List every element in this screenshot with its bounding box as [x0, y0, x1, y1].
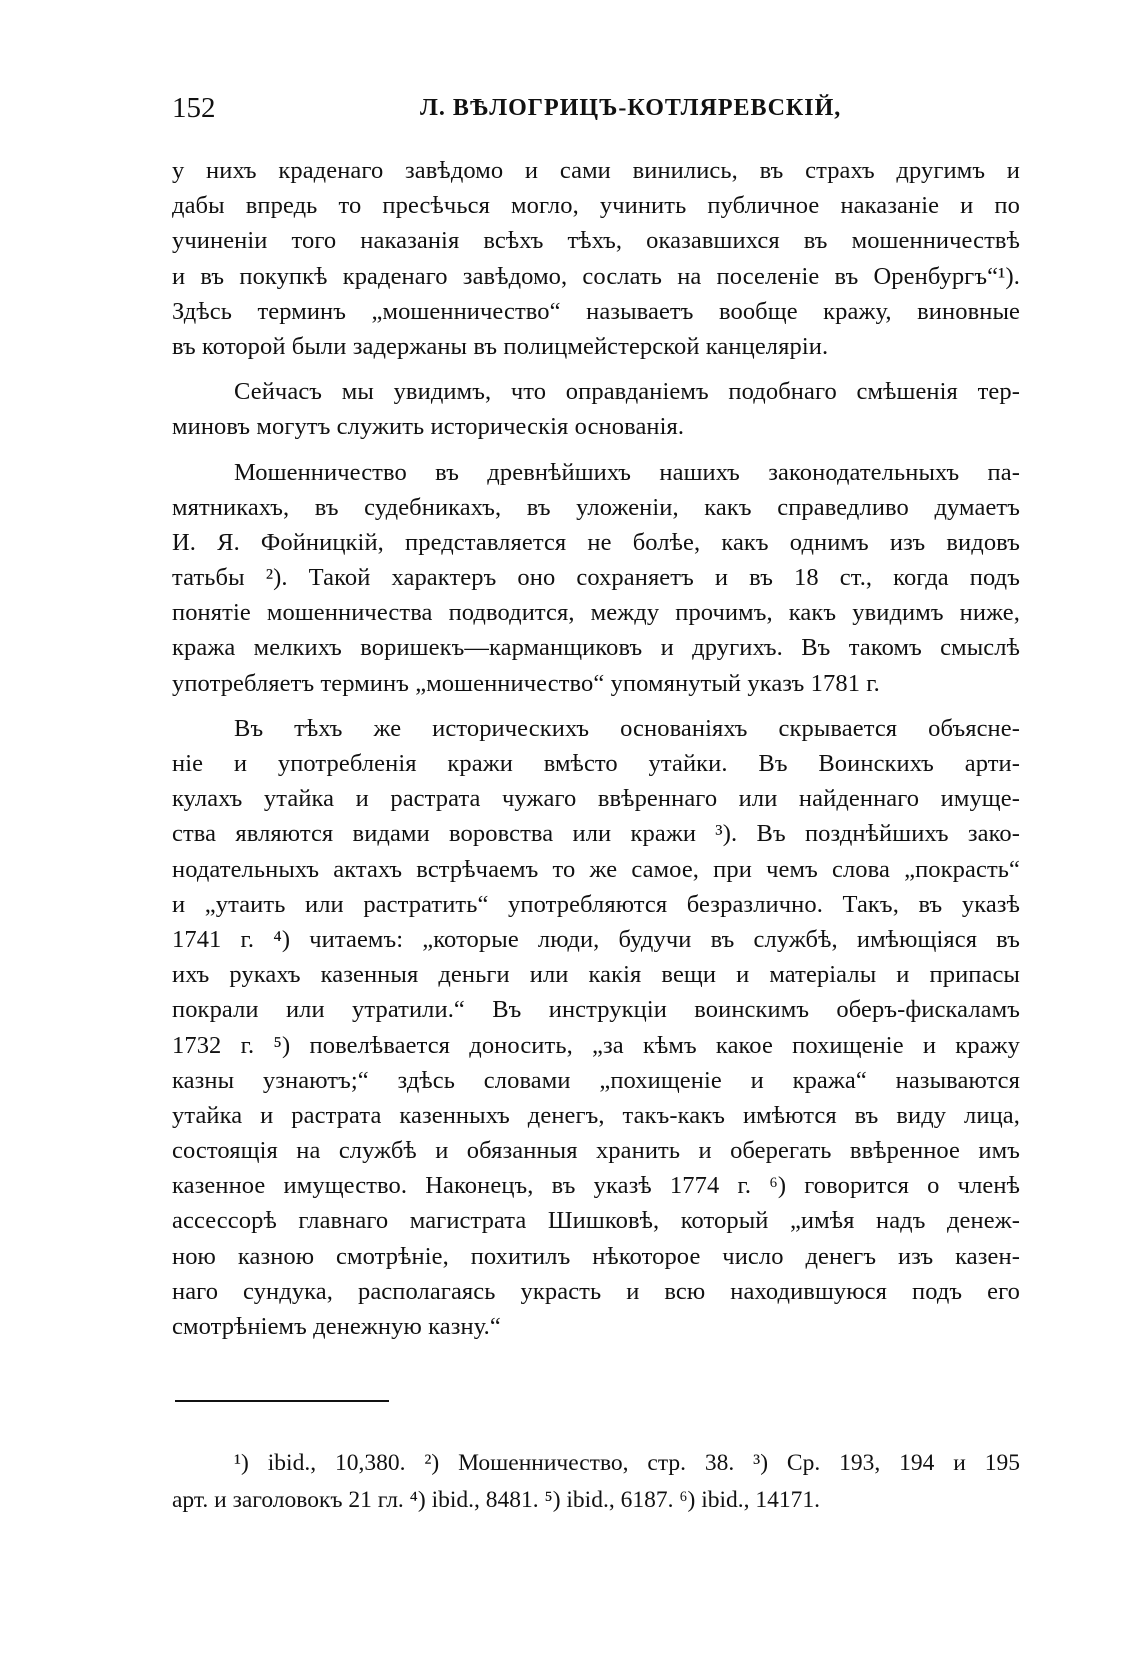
- body-line: и въ покупкѣ краденаго завѣдомо, сослать на поселеніе въ Оренбургъ“¹).: [172, 262, 1020, 290]
- body-line: И. Я. Фойницкій, представляется не болѣе, какъ однимъ изъ видовъ: [172, 528, 1020, 556]
- body-line: Мошенничество въ древнѣйшихъ нашихъ законодательныхъ па-: [234, 458, 1020, 486]
- body-line: учиненіи того наказанія всѣхъ тѣхъ, оказавшихся въ мошенничествѣ: [172, 227, 1020, 255]
- body-text: [172, 153, 1020, 1344]
- running-head: [172, 92, 1020, 132]
- running-title: Л. ВѢЛОГРИЦЪ-КОТЛЯРЕВСКІЙ,: [420, 95, 842, 121]
- body-line: ассессорѣ главнаго магистрата Шишковѣ, который „имѣя надъ денеж-: [172, 1207, 1020, 1235]
- body-line: ихъ рукахъ казенныя деньги или какія вещи и матеріалы и припасы: [172, 961, 1020, 989]
- body-line: покрали или утратили.“ Въ инструкціи воинскимъ оберъ-фискаламъ: [172, 996, 1020, 1024]
- body-line: 1732 г. ⁵) повелѣвается доносить, „за кѣмъ какое похищеніе и кражу: [172, 1031, 1020, 1059]
- body-line: 1741 г. ⁴) читаемъ: „которые люди, будучи въ службѣ, имѣющіяся въ: [172, 925, 1020, 953]
- body-line: Сейчасъ мы увидимъ, что оправданіемъ подобнаго смѣшенія тер-: [234, 378, 1020, 406]
- footnote-divider: [175, 1400, 389, 1402]
- body-line: мятникахъ, въ судебникахъ, въ уложеніи, какъ справедливо думаетъ: [172, 493, 1020, 521]
- body-line: наго сундука, располагаясь украсть и всю находившуюся подъ его: [172, 1277, 1020, 1305]
- body-line: смотрѣніемъ денежную казну.“: [172, 1313, 501, 1340]
- body-line: нодательныхъ актахъ встрѣчаемъ то же самое, при чемъ слова „покрасть“: [172, 855, 1020, 883]
- body-line: употребляетъ терминъ „мошенничество“ упомянутый указъ 1781 г.: [172, 669, 880, 697]
- body-line: ства являются видами воровства или кражи ³). Въ позднѣйшихъ зако-: [172, 820, 1020, 848]
- body-line: ною казною смотрѣніе, похитилъ нѣкоторое число денегъ изъ казен-: [172, 1242, 1020, 1270]
- body-line: Въ тѣхъ же историческихъ основаніяхъ скрывается объясне-: [234, 714, 1020, 742]
- footnotes: [172, 1445, 1020, 1519]
- body-line: ніе и употребленія кражи вмѣсто утайки. Въ Воинскихъ арти-: [172, 750, 1020, 777]
- body-line: утайка и растрата казенныхъ денегъ, такъ-какъ имѣются въ виду лица,: [172, 1101, 1020, 1129]
- body-line: у нихъ краденаго завѣдомо и сами винились, въ страхъ другимъ и: [172, 157, 1020, 184]
- footnote-line: ¹) ibid., 10,380. ²) Мошенничество, стр. 38. ³) Ср. 193, 194 и 195: [234, 1450, 1020, 1476]
- body-line: и „утаить или растратить“ употребляются безразлично. Такъ, въ указѣ: [172, 890, 1020, 918]
- body-line: въ которой были задержаны въ полицмейстерской канцеляріи.: [172, 332, 829, 360]
- body-line: дабы впредь то пресѣчься могло, учинить публичное наказаніе и по: [172, 192, 1020, 220]
- body-line: татьбы ²). Такой характеръ оно сохраняетъ и въ 18 ст., когда подъ: [172, 564, 1020, 592]
- page-number: 152: [172, 92, 216, 124]
- body-line: казны узнаютъ;“ здѣсь словами „похищеніе и кража“ называются: [172, 1066, 1020, 1094]
- footnote-line: арт. и заголовокъ 21 гл. ⁴) ibid., 8481. ⁵) ibid., 6187. ⁶) ibid., 14171.: [172, 1487, 821, 1513]
- body-line: казенное имущество. Наконецъ, въ указѣ 1774 г. ⁶) говорится о членѣ: [172, 1172, 1020, 1200]
- body-line: миновъ могутъ служить историческія основанія.: [172, 413, 685, 441]
- body-line: состоящія на службѣ и обязанныя хранить и оберегать ввѣренное имъ: [172, 1137, 1020, 1165]
- body-line: понятіе мошенничества подводится, между прочимъ, какъ увидимъ ниже,: [172, 599, 1020, 627]
- body-line: кулахъ утайка и растрата чужаго ввѣреннаго или найденнаго имуще-: [172, 785, 1020, 813]
- body-line: Здѣсь терминъ „мошенничество“ называетъ вообще кражу, виновные: [172, 297, 1020, 325]
- body-line: кража мелкихъ воришекъ—карманщиковъ и другихъ. Въ такомъ смыслѣ: [172, 634, 1020, 662]
